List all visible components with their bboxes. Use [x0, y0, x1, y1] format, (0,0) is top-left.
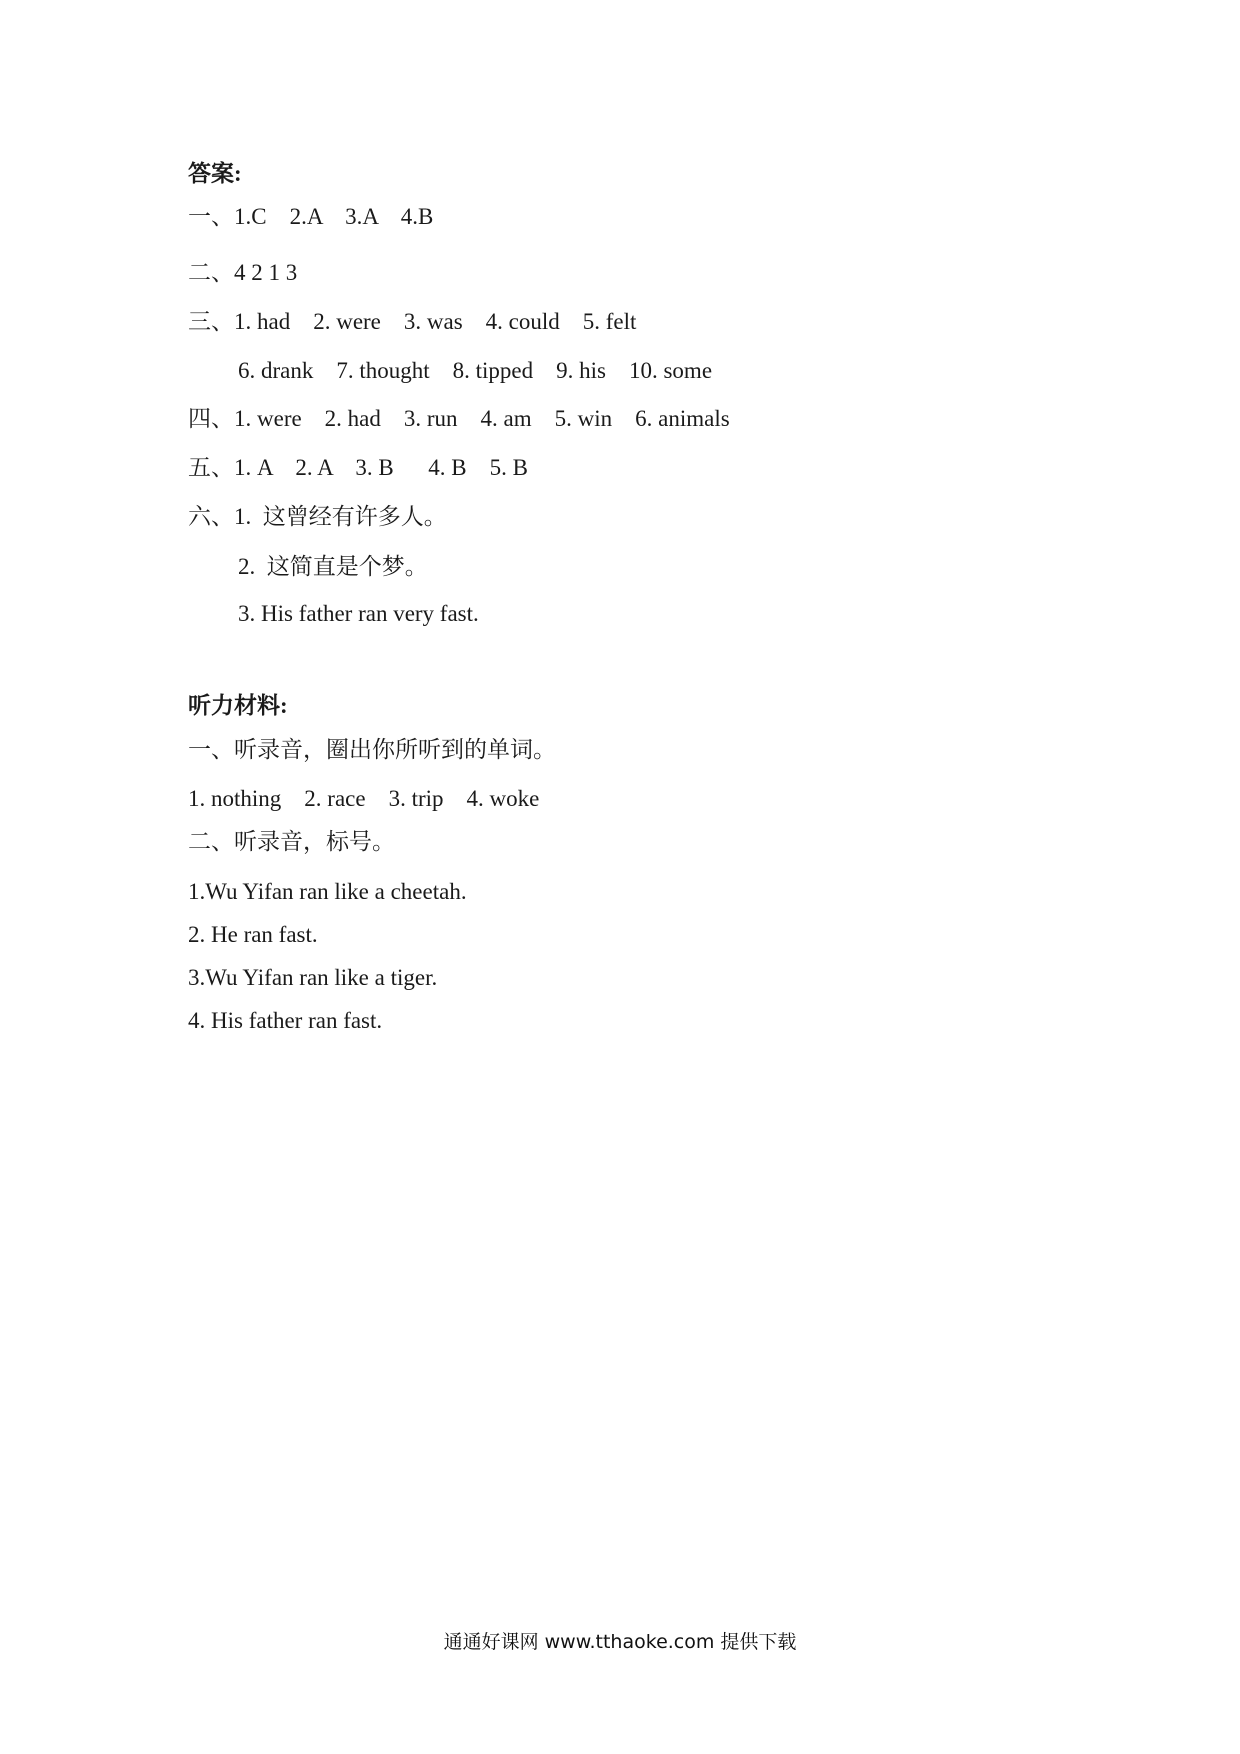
listening-item: 1.Wu Yifan ran like a cheetah. [188, 879, 467, 904]
listening-item: 4. His father ran fast. [188, 1008, 383, 1033]
answer-section-1: 一、1.C 2.A 3.A 4.B [188, 204, 434, 229]
answer-section-3-line-2: 6. drank 7. thought 8. tipped 9. his 10. some [238, 358, 713, 383]
answer-section-6-line-1: 六、1. 这曾经有许多人。 [188, 504, 447, 529]
answers-heading: 答案: [188, 161, 242, 186]
footer-source: 通通好课网 www.tthaoke.com 提供下载 [443, 1631, 797, 1653]
answer-section-6-line-3: 3. His father ran very fast. [238, 601, 479, 626]
listening-item: 2. He ran fast. [188, 922, 318, 947]
listening-heading: 听力材料: [188, 693, 288, 718]
answer-section-5: 五、1. A 2. A 3. B 4. B 5. B [188, 455, 528, 480]
answer-section-6-line-2: 2. 这简直是个梦。 [238, 554, 428, 579]
listening-part-2-title: 二、听录音，标号。 [188, 829, 395, 854]
listening-part-1-items: 1. nothing 2. race 3. trip 4. woke [188, 786, 540, 811]
listening-item: 3.Wu Yifan ran like a tiger. [188, 965, 438, 990]
answer-section-2: 二、4 2 1 3 [188, 260, 298, 285]
answer-section-3-line-1: 三、1. had 2. were 3. was 4. could 5. felt [188, 309, 637, 334]
answer-section-4: 四、1. were 2. had 3. run 4. am 5. win 6. animals [188, 406, 730, 431]
listening-part-1-title: 一、听录音，圈出你所听到的单词。 [188, 737, 556, 762]
